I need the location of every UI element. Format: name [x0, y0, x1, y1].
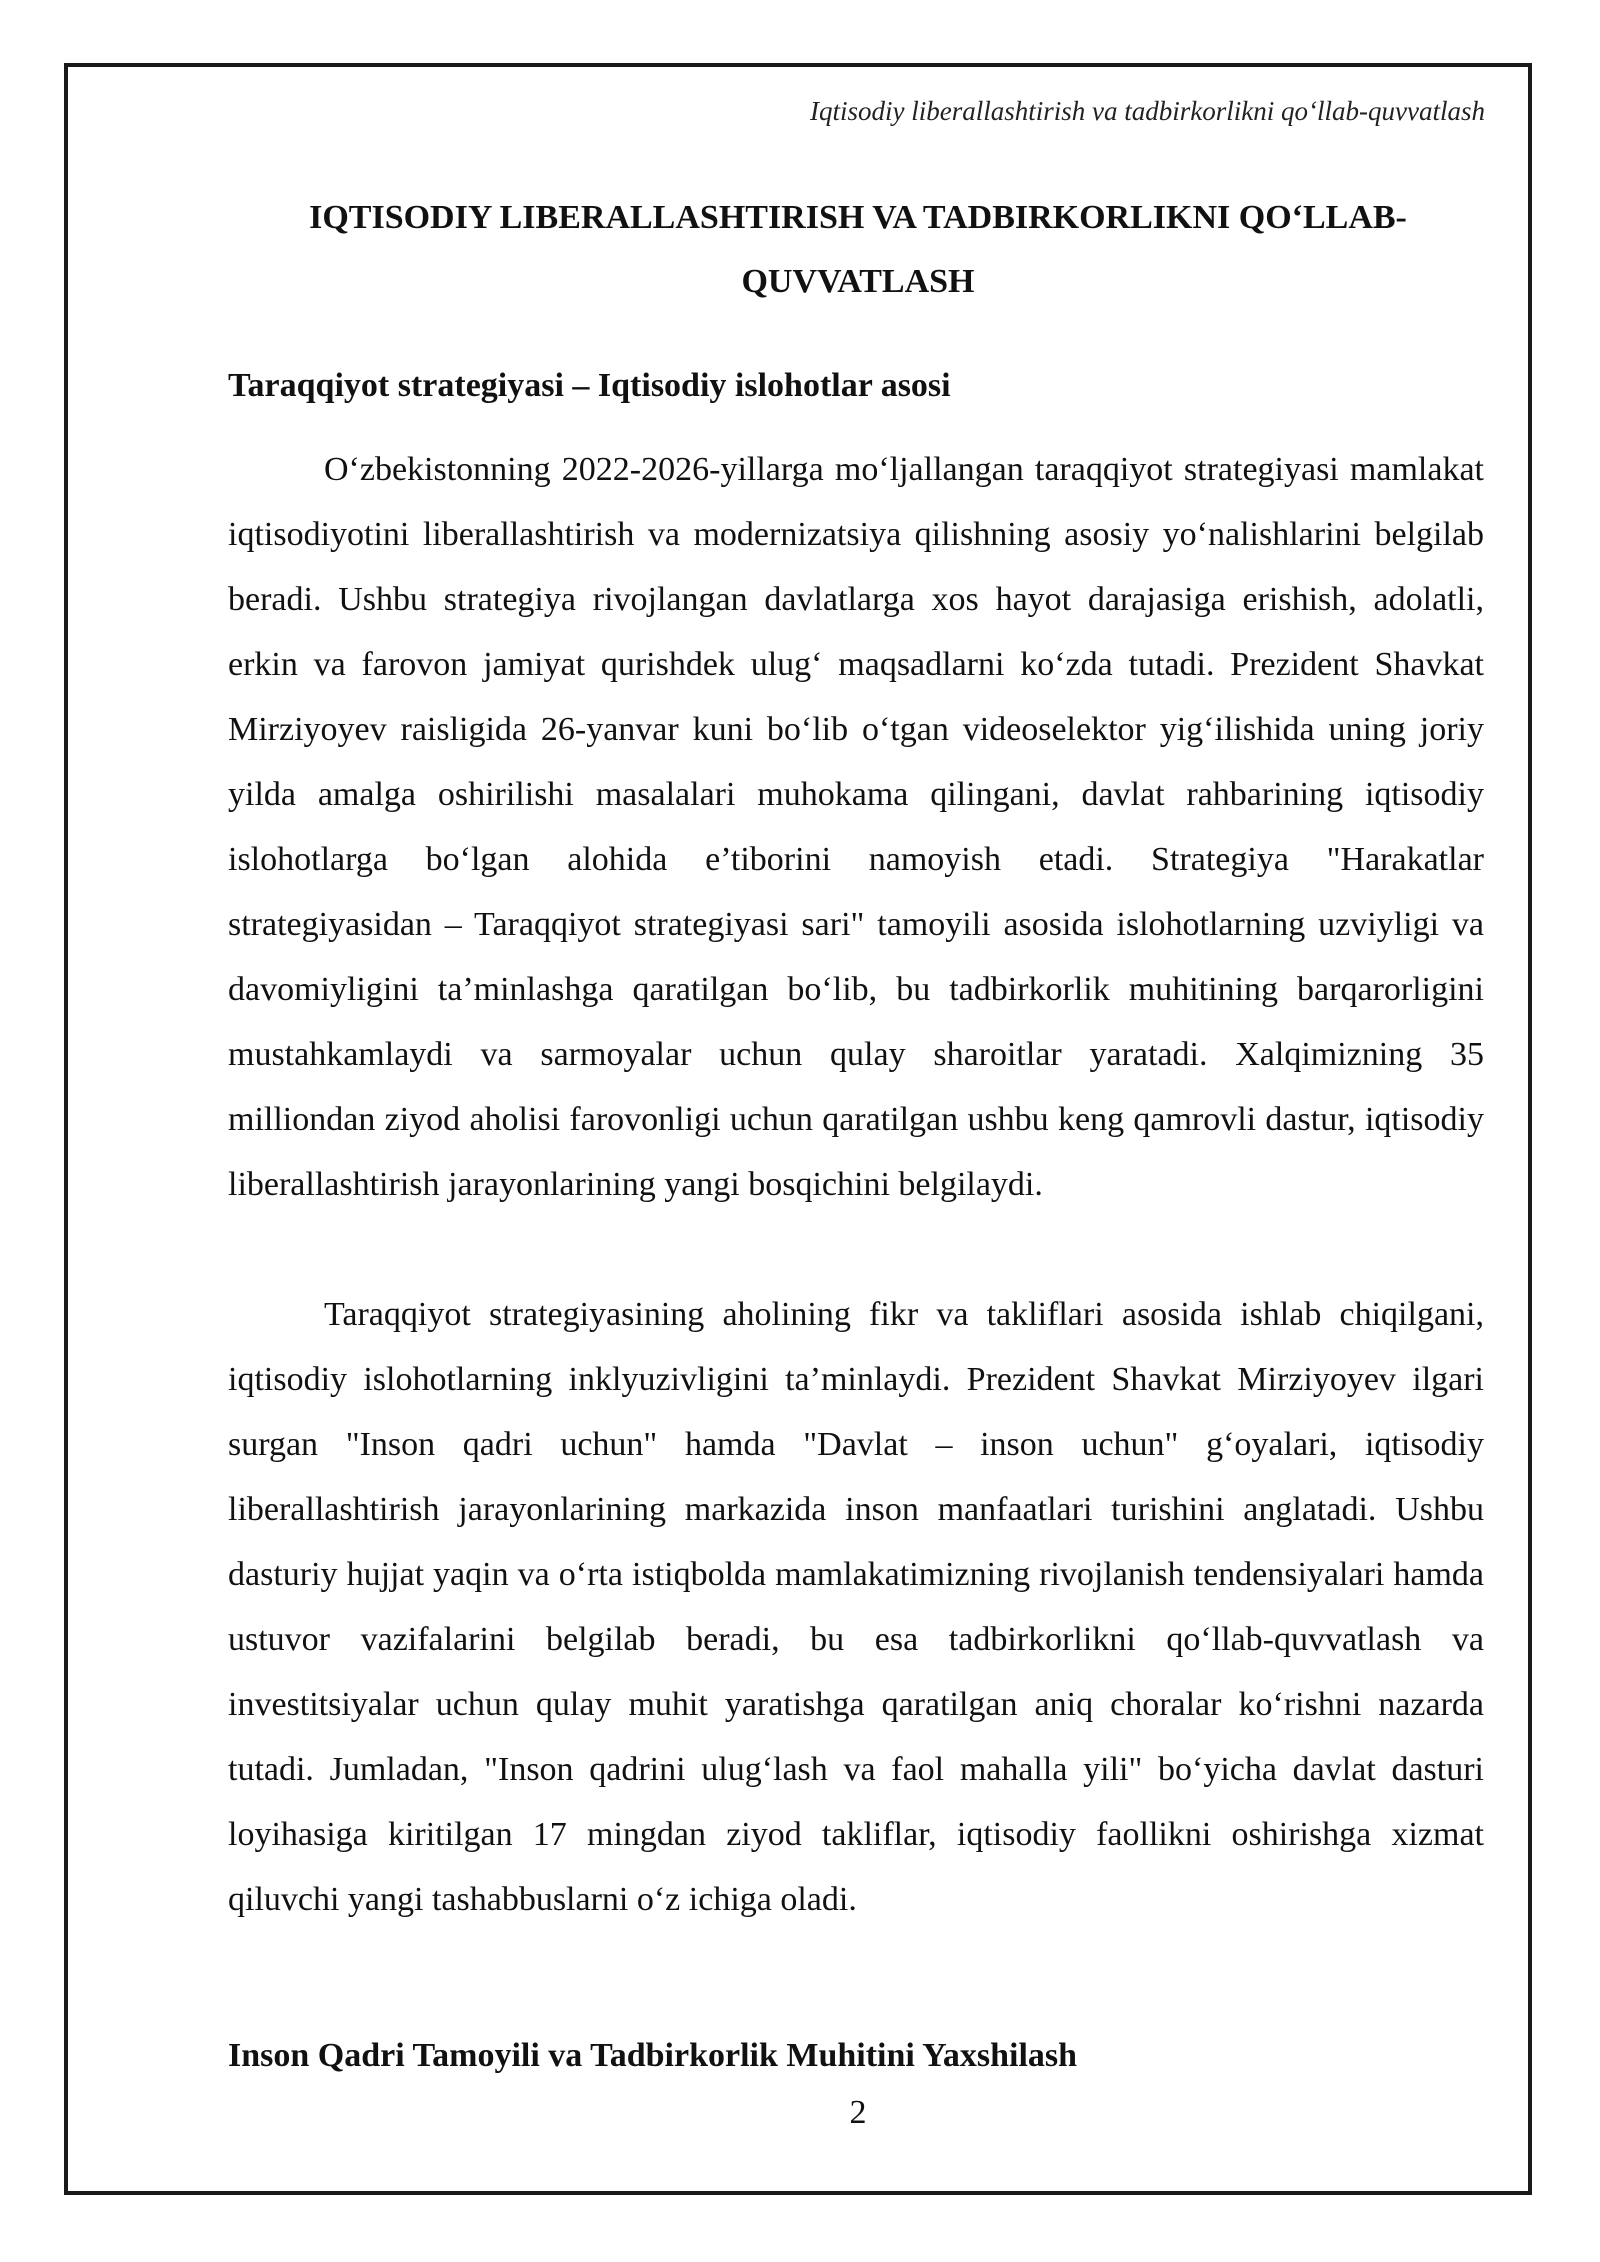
document-title: IQTISODIY LIBERALLASHTIRISH VA TADBIRKORLIKNI QO‘LLAB-QUVVATLASH [309, 199, 1407, 300]
section-heading-human-dignity: Inson Qadri Tamoyili va Tadbirkorlik Muhitini Yaxshilash [228, 2037, 1078, 2074]
page-number: 2 [849, 2094, 867, 2131]
running-header: Iqtisodiy liberallashtirish va tadbirkorlikni qo‘llab-quvvatlash [810, 96, 1485, 126]
body-paragraph-group [228, 437, 1484, 1217]
body-paragraph: O‘zbekistonning 2022-2026-yillarga mo‘ljallangan taraqqiyot strategiyasi mamlakat iqtisodiyotini liberallashtirish va modernizatsiya qilishning asosiy yo‘nalishlarini belgilab beradi. Ushbu strategiya rivojlangan davlatlarga xos hayot darajasiga erishish, adolatli, erkin va farovon jamiyat qurishdek ulug‘ maqsadlarni ko‘zda tutadi. Prezident Shavkat Mirziyoyev raisligida 26-yanvar kuni bo‘lib o‘tgan videoselektor yig‘ilishida uning joriy yilda amalga oshirilishi masalalari muhokama qilingani, davlat rahbarining iqtisodiy islohotlarga bo‘lgan alohida e’tiborini namoyish etadi. Strategiya "Harakatlar strategiyasidan – Taraqqiyot strategiyasi sari" tamoyili asosida islohotlarning uzviyligi va davomiyligini ta’minlashga qaratilgan bo‘lib, bu tadbirkorlik muhitining barqarorligini mustahkamlaydi va sarmoyalar uchun qulay sharoitlar yaratadi. Xalqimizning 35 milliondan ziyod aholisi farovonligi uchun qaratilgan ushbu keng qamrovli dastur, iqtisodiy liberallashtirish jarayonlarining yangi bosqichini belgilaydi. [228, 451, 1484, 1203]
section-heading-strategy: Taraqqiyot strategiyasi – Iqtisodiy islohotlar asosi [228, 367, 951, 404]
body-paragraph: Taraqqiyot strategiyasining aholining fikr va takliflari asosida ishlab chiqilgani, iqtisodiy islohotlarning inklyuzivligini ta’minlaydi. Prezident Shavkat Mirziyoyev ilgari surgan "Inson qadri uchun" hamda "Davlat – inson uchun" g‘oyalari, iqtisodiy liberallashtirish jarayonlarining markazida inson manfaatlari turishini anglatadi. Ushbu dasturiy hujjat yaqin va o‘rta istiqbolda mamlakatimizning rivojlanish tendensiyalari hamda ustuvor vazifalarini belgilab beradi, bu esa tadbirkorlikni qo‘llab-quvvatlash va investitsiyalar uchun qulay muhit yaratishga qaratilgan aniq choralar ko‘rishni nazarda tutadi. Jumladan, "Inson qadrini ulug‘lash va faol mahalla yili" bo‘yicha davlat dasturi loyihasiga kiritilgan 17 mingdan ziyod takliflar, iqtisodiy faollikni oshirishga xizmat qiluvchi yangi tashabbuslarni o‘z ichiga oladi. [228, 1296, 1484, 1918]
body-paragraph-group [228, 1282, 1484, 1932]
